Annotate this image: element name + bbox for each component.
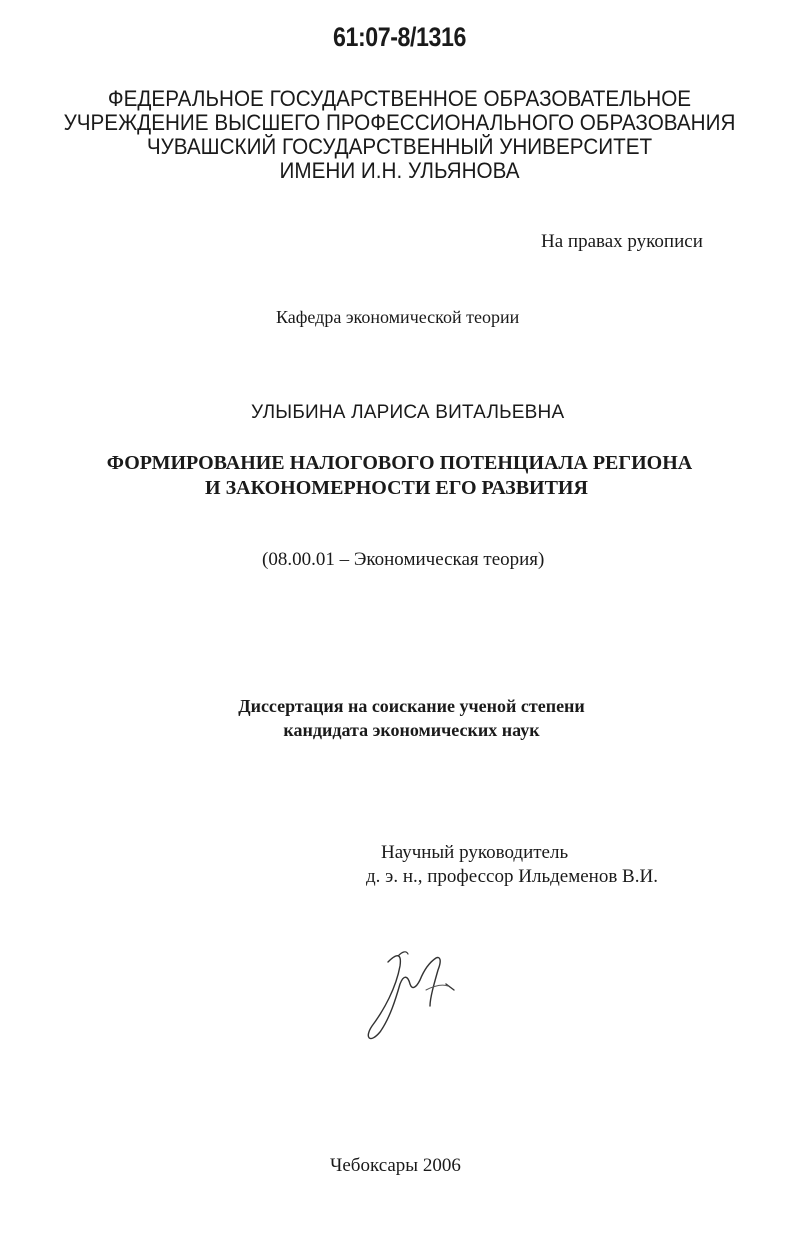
dissertation-title-line-1: ФОРМИРОВАНИЕ НАЛОГОВОГО ПОТЕНЦИАЛА РЕГИОНА xyxy=(106,452,693,474)
supervisor-name: д. э. н., профессор Ильдеменов В.И. xyxy=(366,866,658,887)
manuscript-rights-note: На правах рукописи xyxy=(541,231,703,252)
city-and-year: Чебоксары 2006 xyxy=(330,1155,461,1176)
supervisor-label: Научный руководитель xyxy=(381,842,569,863)
institution-line-1: ФЕДЕРАЛЬНОЕ ГОСУДАРСТВЕННОЕ ОБРАЗОВАТЕЛЬНОЕ xyxy=(107,86,692,111)
institution-line-4: ИМЕНИ И.Н. УЛЬЯНОВА xyxy=(279,158,520,183)
signature-image xyxy=(350,940,500,1050)
department-name: Кафедра экономической теории xyxy=(276,307,520,327)
catalog-number: 61:07-8/1316 xyxy=(333,22,466,52)
dissertation-title-line-2: И ЗАКОНОМЕРНОСТИ ЕГО РАЗВИТИЯ xyxy=(205,477,588,499)
degree-statement-line-2: кандидата экономических наук xyxy=(283,720,540,740)
specialty-code: (08.00.01 – Экономическая теория) xyxy=(262,549,545,570)
author-name: УЛЫБИНА ЛАРИСА ВИТАЛЬЕВНА xyxy=(251,402,565,423)
institution-line-3: ЧУВАШСКИЙ ГОСУДАРСТВЕННЫЙ УНИВЕРСИТЕТ xyxy=(146,134,653,159)
institution-line-2: УЧРЕЖДЕНИЕ ВЫСШЕГО ПРОФЕССИОНАЛЬНОГО ОБРАЗОВАНИЯ xyxy=(63,110,736,135)
degree-statement-line-1: Диссертация на соискание ученой степени xyxy=(238,696,585,716)
